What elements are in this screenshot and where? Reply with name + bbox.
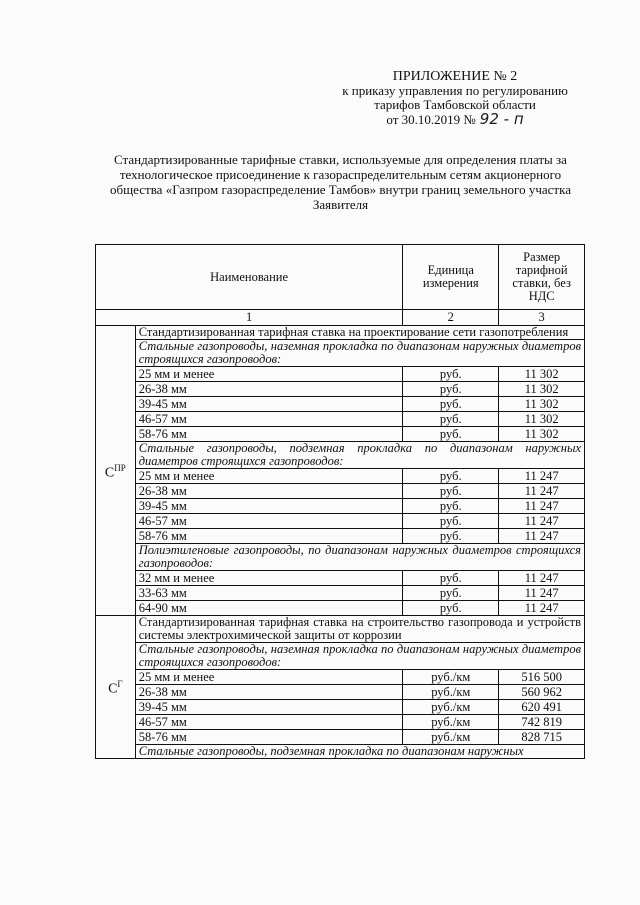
group-title: Стандартизированная тарифная ставка на строительство газопровода и устройств системы электрохимической защиты от коррозии (135, 616, 584, 643)
unit: руб. (403, 397, 499, 412)
diameter-range: 39-45 мм (135, 499, 402, 514)
order-date: от 30.10.2019 № (386, 112, 476, 127)
subsection-row (96, 544, 585, 571)
rate-code-superscript: Г (117, 679, 123, 690)
rate-code (96, 616, 136, 759)
tariff-rate: 11 247 (499, 571, 585, 586)
unit: руб./км (403, 670, 499, 685)
diameter-range: 46-57 мм (135, 514, 402, 529)
subsection-title: Стальные газопроводы, наземная прокладка по диапазонам наружных диаметров строящихся газопроводов: (135, 340, 584, 367)
table-row (96, 571, 585, 586)
title-line-2: технологическое присоединение к газораспределительным сетям акционерного (119, 167, 562, 182)
table-row (96, 601, 585, 616)
unit: руб. (403, 601, 499, 616)
unit: руб. (403, 499, 499, 514)
group-title-row (96, 616, 585, 643)
subsection-title: Полиэтиленовые газопроводы, по диапазонам наружных диаметров строящихся газопроводов: (135, 544, 584, 571)
tariff-rate: 11 302 (499, 427, 585, 442)
order-line-2: тарифов Тамбовской области (374, 97, 536, 112)
tariff-rate: 11 302 (499, 382, 585, 397)
unit: руб./км (403, 715, 499, 730)
diameter-range: 33-63 мм (135, 586, 402, 601)
unit: руб. (403, 427, 499, 442)
unit: руб./км (403, 685, 499, 700)
subsection-title: Стальные газопроводы, подземная прокладка по диапазонам наружных (135, 745, 584, 759)
unit: руб. (403, 529, 499, 544)
tariff-rate: 516 500 (499, 670, 585, 685)
tariff-rate: 742 819 (499, 715, 585, 730)
table-row (96, 670, 585, 685)
unit: руб. (403, 367, 499, 382)
diameter-range: 25 мм и менее (135, 367, 402, 382)
column-number-row (96, 310, 585, 326)
unit: руб. (403, 571, 499, 586)
table-row (96, 586, 585, 601)
diameter-range: 58-76 мм (135, 529, 402, 544)
tariff-rate: 11 247 (499, 586, 585, 601)
tariff-table (95, 244, 585, 759)
table-header-row (96, 245, 585, 310)
tariff-rate: 11 247 (499, 601, 585, 616)
diameter-range: 26-38 мм (135, 685, 402, 700)
tariff-rate: 11 247 (499, 514, 585, 529)
tariff-rate: 620 491 (499, 700, 585, 715)
diameter-range: 46-57 мм (135, 412, 402, 427)
subsection-row (96, 643, 585, 670)
column-number-2: 2 (403, 310, 499, 326)
diameter-range: 64-90 мм (135, 601, 402, 616)
table-row (96, 499, 585, 514)
tariff-rate: 11 302 (499, 412, 585, 427)
table-row (96, 469, 585, 484)
group-title-row (96, 326, 585, 340)
tariff-rate: 11 247 (499, 499, 585, 514)
table-row (96, 367, 585, 382)
header-rate: Размер тарифной ставки, без НДС (499, 245, 585, 310)
table-row (96, 484, 585, 499)
diameter-range: 25 мм и менее (135, 469, 402, 484)
appendix-title: ПРИЛОЖЕНИЕ № 2 (392, 69, 518, 84)
diameter-range: 26-38 мм (135, 382, 402, 397)
unit: руб. (403, 514, 499, 529)
title-line-1: Стандартизированные тарифные ставки, используемые для определения платы за (114, 152, 567, 167)
unit: руб./км (403, 700, 499, 715)
unit: руб. (403, 469, 499, 484)
table-row (96, 700, 585, 715)
appendix-header (330, 70, 580, 127)
header-name: Наименование (96, 245, 403, 310)
table-row (96, 529, 585, 544)
rate-code-superscript: ПР (114, 462, 126, 473)
subsection-title: Стальные газопроводы, наземная прокладка по диапазонам наружных диаметров строящихся газопроводов: (135, 643, 584, 670)
column-number-1: 1 (96, 310, 403, 326)
title-line-3: общества «Газпром газораспределение Тамбов» внутри границ земельного участка (110, 182, 571, 197)
tariff-rate: 11 302 (499, 397, 585, 412)
tariff-rate: 11 247 (499, 469, 585, 484)
header-unit: Единица измерения (403, 245, 499, 310)
diameter-range: 32 мм и менее (135, 571, 402, 586)
tariff-rate: 11 302 (499, 367, 585, 382)
rate-code-letter: С (104, 465, 115, 481)
group-title: Стандартизированная тарифная ставка на проектирование сети газопотребления (135, 326, 584, 340)
subsection-row (96, 340, 585, 367)
diameter-range: 25 мм и менее (135, 670, 402, 685)
unit: руб. (403, 412, 499, 427)
title-line-4: Заявителя (312, 197, 369, 212)
table-row (96, 715, 585, 730)
subsection-row (96, 442, 585, 469)
tariff-rate: 560 962 (499, 685, 585, 700)
diameter-range: 26-38 мм (135, 484, 402, 499)
rate-code (96, 326, 136, 616)
tariff-rate: 828 715 (499, 730, 585, 745)
subsection-title: Стальные газопроводы, подземная прокладка по диапазонам наружных диаметров строящихся газопроводов: (135, 442, 584, 469)
table-row (96, 514, 585, 529)
diameter-range: 58-76 мм (135, 730, 402, 745)
rate-code-letter: С (108, 681, 118, 697)
diameter-range: 39-45 мм (135, 700, 402, 715)
document-title (98, 152, 583, 212)
table-row (96, 382, 585, 397)
table-row (96, 412, 585, 427)
unit: руб./км (403, 730, 499, 745)
tariff-rate: 11 247 (499, 529, 585, 544)
unit: руб. (403, 382, 499, 397)
order-number-handwritten: 92 - п (479, 110, 524, 128)
diameter-range: 58-76 мм (135, 427, 402, 442)
unit: руб. (403, 586, 499, 601)
tariff-rate: 11 247 (499, 484, 585, 499)
diameter-range: 39-45 мм (135, 397, 402, 412)
order-date-line (330, 112, 580, 127)
diameter-range: 46-57 мм (135, 715, 402, 730)
table-row (96, 397, 585, 412)
table-row (96, 427, 585, 442)
unit: руб. (403, 484, 499, 499)
column-number-3: 3 (499, 310, 585, 326)
table-row (96, 685, 585, 700)
order-line-1: к приказу управления по регулированию (342, 83, 568, 98)
subsection-row (96, 745, 585, 759)
table-row (96, 730, 585, 745)
